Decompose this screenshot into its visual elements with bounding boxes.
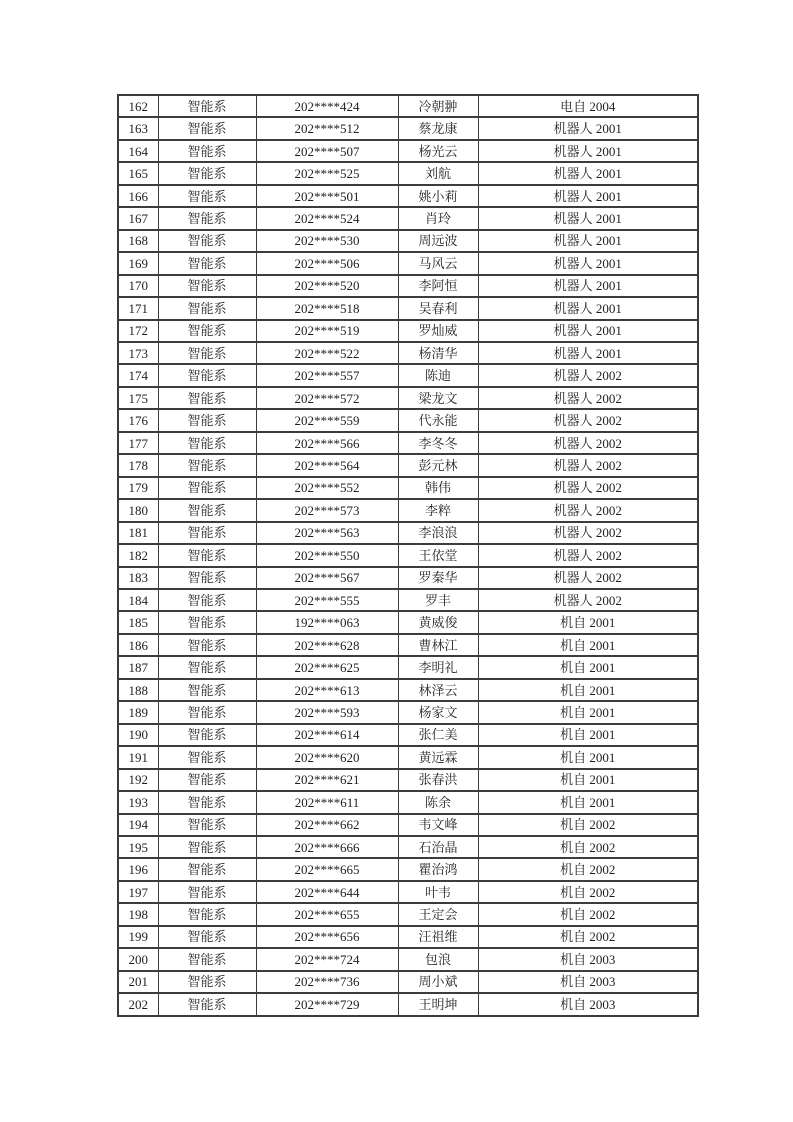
cell-class: 机器人 2002	[478, 522, 698, 544]
cell-number: 177	[118, 432, 158, 454]
cell-name: 王定会	[398, 903, 478, 925]
cell-name: 冷朝翀	[398, 95, 478, 117]
cell-class: 机自 2002	[478, 814, 698, 836]
cell-name: 蔡龙康	[398, 117, 478, 139]
table-row	[118, 836, 698, 858]
cell-name: 姚小莉	[398, 185, 478, 207]
cell-number: 180	[118, 499, 158, 521]
cell-student-id: 202****518	[256, 297, 398, 319]
cell-department: 智能系	[158, 297, 256, 319]
cell-name: 梁龙文	[398, 387, 478, 409]
cell-class: 机自 2002	[478, 926, 698, 948]
cell-department: 智能系	[158, 499, 256, 521]
table-row	[118, 162, 698, 184]
cell-number: 187	[118, 656, 158, 678]
cell-name: 罗灿威	[398, 320, 478, 342]
cell-name: 张春洪	[398, 769, 478, 791]
table-row	[118, 364, 698, 386]
cell-name: 韩伟	[398, 477, 478, 499]
cell-name: 包浪	[398, 948, 478, 970]
cell-class: 机器人 2001	[478, 342, 698, 364]
table-row	[118, 881, 698, 903]
cell-student-id: 202****572	[256, 387, 398, 409]
cell-name: 叶韦	[398, 881, 478, 903]
cell-student-id: 202****573	[256, 499, 398, 521]
cell-department: 智能系	[158, 230, 256, 252]
cell-name: 罗丰	[398, 589, 478, 611]
cell-class: 机自 2003	[478, 993, 698, 1016]
cell-student-id: 202****501	[256, 185, 398, 207]
cell-student-id: 202****625	[256, 656, 398, 678]
cell-class: 机器人 2001	[478, 320, 698, 342]
cell-class: 机器人 2001	[478, 207, 698, 229]
cell-class: 机自 2003	[478, 971, 698, 993]
table-row	[118, 746, 698, 768]
cell-number: 171	[118, 297, 158, 319]
cell-class: 机器人 2001	[478, 162, 698, 184]
table-row	[118, 387, 698, 409]
table-row	[118, 701, 698, 723]
cell-number: 172	[118, 320, 158, 342]
cell-class: 机自 2001	[478, 701, 698, 723]
cell-department: 智能系	[158, 724, 256, 746]
cell-department: 智能系	[158, 544, 256, 566]
table-row	[118, 589, 698, 611]
table-row	[118, 814, 698, 836]
cell-department: 智能系	[158, 364, 256, 386]
cell-class: 机自 2001	[478, 611, 698, 633]
cell-student-id: 202****729	[256, 993, 398, 1016]
cell-number: 164	[118, 140, 158, 162]
cell-student-id: 192****063	[256, 611, 398, 633]
table-row	[118, 634, 698, 656]
cell-department: 智能系	[158, 477, 256, 499]
cell-class: 机自 2001	[478, 679, 698, 701]
cell-name: 杨清华	[398, 342, 478, 364]
table-row	[118, 544, 698, 566]
cell-class: 机自 2002	[478, 881, 698, 903]
cell-number: 199	[118, 926, 158, 948]
table-row	[118, 252, 698, 274]
cell-name: 代永能	[398, 409, 478, 431]
cell-student-id: 202****522	[256, 342, 398, 364]
cell-number: 176	[118, 409, 158, 431]
cell-class: 机器人 2002	[478, 364, 698, 386]
cell-class: 机器人 2002	[478, 409, 698, 431]
table-row	[118, 117, 698, 139]
cell-student-id: 202****620	[256, 746, 398, 768]
cell-number: 175	[118, 387, 158, 409]
table-row	[118, 140, 698, 162]
cell-class: 机器人 2002	[478, 477, 698, 499]
cell-student-id: 202****424	[256, 95, 398, 117]
cell-number: 182	[118, 544, 158, 566]
cell-name: 周远波	[398, 230, 478, 252]
table-row	[118, 724, 698, 746]
cell-student-id: 202****628	[256, 634, 398, 656]
table-row	[118, 454, 698, 476]
cell-number: 184	[118, 589, 158, 611]
table-row	[118, 611, 698, 633]
cell-department: 智能系	[158, 207, 256, 229]
cell-number: 183	[118, 567, 158, 589]
cell-name: 黄远霖	[398, 746, 478, 768]
cell-class: 机器人 2001	[478, 140, 698, 162]
cell-class: 机器人 2002	[478, 499, 698, 521]
cell-student-id: 202****564	[256, 454, 398, 476]
table-row	[118, 993, 698, 1016]
table-row	[118, 656, 698, 678]
cell-department: 智能系	[158, 948, 256, 970]
cell-department: 智能系	[158, 342, 256, 364]
table-row	[118, 903, 698, 925]
cell-student-id: 202****644	[256, 881, 398, 903]
cell-class: 机器人 2002	[478, 589, 698, 611]
cell-department: 智能系	[158, 95, 256, 117]
cell-department: 智能系	[158, 926, 256, 948]
cell-class: 机自 2001	[478, 791, 698, 813]
cell-student-id: 202****524	[256, 207, 398, 229]
cell-number: 190	[118, 724, 158, 746]
cell-department: 智能系	[158, 746, 256, 768]
cell-department: 智能系	[158, 836, 256, 858]
cell-department: 智能系	[158, 656, 256, 678]
cell-department: 智能系	[158, 634, 256, 656]
table-row	[118, 409, 698, 431]
cell-student-id: 202****736	[256, 971, 398, 993]
cell-student-id: 202****520	[256, 275, 398, 297]
table-row	[118, 230, 698, 252]
cell-number: 193	[118, 791, 158, 813]
cell-student-id: 202****614	[256, 724, 398, 746]
cell-department: 智能系	[158, 140, 256, 162]
cell-name: 杨家文	[398, 701, 478, 723]
table-row	[118, 432, 698, 454]
table-row	[118, 275, 698, 297]
cell-number: 169	[118, 252, 158, 274]
cell-department: 智能系	[158, 275, 256, 297]
cell-class: 机器人 2002	[478, 567, 698, 589]
table-row	[118, 926, 698, 948]
cell-class: 机自 2001	[478, 724, 698, 746]
table-row	[118, 95, 698, 117]
cell-name: 曹林江	[398, 634, 478, 656]
table-row	[118, 499, 698, 521]
cell-department: 智能系	[158, 387, 256, 409]
cell-student-id: 202****525	[256, 162, 398, 184]
cell-number: 194	[118, 814, 158, 836]
cell-student-id: 202****724	[256, 948, 398, 970]
cell-number: 191	[118, 746, 158, 768]
cell-class: 机器人 2001	[478, 230, 698, 252]
cell-class: 机器人 2002	[478, 432, 698, 454]
cell-student-id: 202****613	[256, 679, 398, 701]
cell-number: 201	[118, 971, 158, 993]
table-row	[118, 769, 698, 791]
cell-number: 202	[118, 993, 158, 1016]
cell-name: 杨光云	[398, 140, 478, 162]
cell-student-id: 202****611	[256, 791, 398, 813]
table-row	[118, 858, 698, 880]
cell-number: 168	[118, 230, 158, 252]
cell-class: 机器人 2001	[478, 185, 698, 207]
cell-number: 165	[118, 162, 158, 184]
cell-number: 192	[118, 769, 158, 791]
cell-student-id: 202****666	[256, 836, 398, 858]
cell-name: 张仁美	[398, 724, 478, 746]
cell-number: 188	[118, 679, 158, 701]
cell-department: 智能系	[158, 320, 256, 342]
cell-department: 智能系	[158, 409, 256, 431]
table-row	[118, 679, 698, 701]
cell-student-id: 202****506	[256, 252, 398, 274]
cell-student-id: 202****662	[256, 814, 398, 836]
cell-student-id: 202****557	[256, 364, 398, 386]
table-row	[118, 477, 698, 499]
cell-number: 198	[118, 903, 158, 925]
cell-name: 李阿恒	[398, 275, 478, 297]
cell-number: 195	[118, 836, 158, 858]
cell-number: 200	[118, 948, 158, 970]
cell-student-id: 202****656	[256, 926, 398, 948]
cell-student-id: 202****567	[256, 567, 398, 589]
cell-department: 智能系	[158, 454, 256, 476]
table-row	[118, 567, 698, 589]
cell-class: 机器人 2001	[478, 275, 698, 297]
cell-name: 吴春利	[398, 297, 478, 319]
cell-class: 机自 2002	[478, 858, 698, 880]
cell-name: 李明礼	[398, 656, 478, 678]
cell-student-id: 202****550	[256, 544, 398, 566]
cell-number: 189	[118, 701, 158, 723]
cell-number: 196	[118, 858, 158, 880]
cell-class: 机器人 2001	[478, 252, 698, 274]
table-row	[118, 320, 698, 342]
cell-name: 石治晶	[398, 836, 478, 858]
cell-class: 机自 2001	[478, 634, 698, 656]
cell-name: 韦文峰	[398, 814, 478, 836]
cell-student-id: 202****507	[256, 140, 398, 162]
cell-name: 马风云	[398, 252, 478, 274]
cell-department: 智能系	[158, 903, 256, 925]
cell-name: 陈迪	[398, 364, 478, 386]
cell-name: 陈余	[398, 791, 478, 813]
cell-department: 智能系	[158, 589, 256, 611]
cell-name: 周小斌	[398, 971, 478, 993]
cell-class: 机自 2002	[478, 836, 698, 858]
cell-name: 彭元林	[398, 454, 478, 476]
cell-department: 智能系	[158, 881, 256, 903]
cell-class: 电自 2004	[478, 95, 698, 117]
cell-department: 智能系	[158, 769, 256, 791]
cell-student-id: 202****665	[256, 858, 398, 880]
cell-student-id: 202****519	[256, 320, 398, 342]
cell-name: 王明坤	[398, 993, 478, 1016]
cell-student-id: 202****512	[256, 117, 398, 139]
cell-number: 170	[118, 275, 158, 297]
cell-student-id: 202****655	[256, 903, 398, 925]
cell-number: 167	[118, 207, 158, 229]
cell-class: 机自 2001	[478, 769, 698, 791]
cell-name: 肖玲	[398, 207, 478, 229]
cell-class: 机器人 2002	[478, 544, 698, 566]
cell-number: 163	[118, 117, 158, 139]
cell-class: 机器人 2002	[478, 387, 698, 409]
cell-class: 机自 2001	[478, 656, 698, 678]
cell-student-id: 202****566	[256, 432, 398, 454]
cell-department: 智能系	[158, 432, 256, 454]
cell-department: 智能系	[158, 858, 256, 880]
cell-number: 197	[118, 881, 158, 903]
cell-department: 智能系	[158, 185, 256, 207]
cell-number: 178	[118, 454, 158, 476]
cell-name: 李浪浪	[398, 522, 478, 544]
cell-number: 174	[118, 364, 158, 386]
cell-student-id: 202****552	[256, 477, 398, 499]
cell-number: 185	[118, 611, 158, 633]
table-row	[118, 522, 698, 544]
cell-number: 166	[118, 185, 158, 207]
cell-department: 智能系	[158, 522, 256, 544]
cell-department: 智能系	[158, 993, 256, 1016]
roster-table-body	[118, 95, 698, 1016]
cell-department: 智能系	[158, 162, 256, 184]
cell-class: 机器人 2001	[478, 297, 698, 319]
table-row	[118, 791, 698, 813]
cell-department: 智能系	[158, 679, 256, 701]
cell-student-id: 202****621	[256, 769, 398, 791]
cell-student-id: 202****530	[256, 230, 398, 252]
cell-name: 林泽云	[398, 679, 478, 701]
cell-department: 智能系	[158, 971, 256, 993]
cell-department: 智能系	[158, 701, 256, 723]
student-roster-table	[117, 94, 699, 1017]
cell-number: 179	[118, 477, 158, 499]
cell-name: 王依堂	[398, 544, 478, 566]
cell-name: 李粹	[398, 499, 478, 521]
cell-name: 刘航	[398, 162, 478, 184]
cell-name: 黄威俊	[398, 611, 478, 633]
cell-class: 机自 2002	[478, 903, 698, 925]
cell-department: 智能系	[158, 117, 256, 139]
cell-name: 李冬冬	[398, 432, 478, 454]
table-row	[118, 971, 698, 993]
cell-class: 机器人 2001	[478, 117, 698, 139]
cell-name: 汪祖维	[398, 926, 478, 948]
cell-department: 智能系	[158, 611, 256, 633]
cell-student-id: 202****559	[256, 409, 398, 431]
cell-student-id: 202****555	[256, 589, 398, 611]
cell-department: 智能系	[158, 567, 256, 589]
cell-number: 181	[118, 522, 158, 544]
cell-class: 机自 2003	[478, 948, 698, 970]
cell-class: 机器人 2002	[478, 454, 698, 476]
table-row	[118, 948, 698, 970]
cell-department: 智能系	[158, 814, 256, 836]
table-row	[118, 342, 698, 364]
table-row	[118, 185, 698, 207]
cell-student-id: 202****593	[256, 701, 398, 723]
cell-class: 机自 2001	[478, 746, 698, 768]
table-row	[118, 297, 698, 319]
cell-student-id: 202****563	[256, 522, 398, 544]
cell-name: 罗秦华	[398, 567, 478, 589]
cell-number: 162	[118, 95, 158, 117]
table-row	[118, 207, 698, 229]
cell-department: 智能系	[158, 252, 256, 274]
cell-department: 智能系	[158, 791, 256, 813]
cell-name: 瞿治鸿	[398, 858, 478, 880]
cell-number: 173	[118, 342, 158, 364]
cell-number: 186	[118, 634, 158, 656]
